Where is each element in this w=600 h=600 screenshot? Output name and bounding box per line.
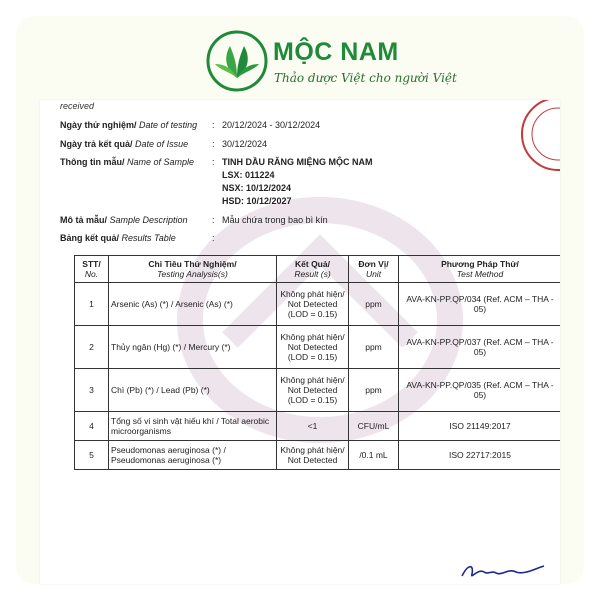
results-table [74, 255, 560, 470]
cell-analysis: Pseudomonas aeruginosa (*) / Pseudomonas aeruginosa (*) [109, 441, 277, 470]
cell-result: Không phát hiện/ Not Detected (LOD = 0.15) [277, 326, 349, 369]
field-colon: : [212, 139, 215, 149]
cell-no: 3 [75, 369, 109, 412]
table-header-row [75, 256, 561, 283]
table-row [75, 326, 561, 369]
field-label-en: Date of Issue [135, 139, 189, 149]
cell-unit: ppm [349, 369, 399, 412]
cell-unit: ppm [349, 326, 399, 369]
field-name-of-sample [60, 157, 373, 167]
field-value: 30/12/2024 [222, 139, 268, 149]
header-cell: Đơn Vị/ Unit [349, 256, 399, 283]
table-row [75, 412, 561, 441]
field-value: Mẫu chứa trong bao bì kín [222, 215, 328, 225]
field-label-en: Results Table [121, 233, 176, 243]
header-cell: Chỉ Tiêu Thử Nghiệm/ Testing Analysis(s) [109, 256, 277, 283]
field-label-en: Name of Sample [127, 157, 195, 167]
cell-unit: ppm [349, 283, 399, 326]
field-label-vi: Ngày thử nghiệm/ [60, 120, 137, 130]
field-sample-description [60, 215, 328, 225]
brand-header [0, 16, 600, 96]
field-label-vi: Ngày trả kết quả/ [60, 139, 133, 149]
cell-no: 2 [75, 326, 109, 369]
field-colon: : [212, 215, 215, 225]
field-label-en: Date of testing [139, 120, 198, 130]
header-cell: Kết Quả/ Result (s) [277, 256, 349, 283]
field-colon: : [212, 233, 215, 243]
cell-no: 4 [75, 412, 109, 441]
header-cell: Phương Pháp Thử/ Test Method [399, 256, 561, 283]
cell-result: Không phát hiện/ Not Detected (LOD = 0.15) [277, 369, 349, 412]
cell-unit: /0.1 mL [349, 441, 399, 470]
signature-icon [458, 560, 548, 582]
table-row [75, 283, 561, 326]
test-certificate [40, 100, 560, 584]
brand-name: MỘC NAM [273, 38, 399, 66]
lot-line: HSD: 10/12/2027 [222, 196, 292, 206]
cell-method: ISO 21149:2017 [399, 412, 561, 441]
field-colon: : [212, 157, 215, 167]
received-text: received [60, 101, 95, 111]
cell-method: AVA-KN-PP.QP/035 (Ref. ACM – THA - 05) [399, 369, 561, 412]
field-label-vi: Mô tả mẫu/ [60, 215, 108, 225]
cell-analysis: Chì (Pb) (*) / Lead (Pb) (*) [109, 369, 277, 412]
stamp-seal-icon [518, 100, 560, 174]
cell-result: Không phát hiện/ Not Detected [277, 441, 349, 470]
cell-no: 1 [75, 283, 109, 326]
cell-method: ISO 22717:2015 [399, 441, 561, 470]
cell-result: <1 [277, 412, 349, 441]
table-row [75, 369, 561, 412]
field-label-en: Sample Description [109, 215, 188, 225]
cell-method: AVA-KN-PP.QP/037 (Ref. ACM – THA - 05) [399, 326, 561, 369]
field-date-of-testing [60, 120, 321, 130]
cell-analysis: Arsenic (As) (*) / Arsenic (As) (*) [109, 283, 277, 326]
field-label-vi: Thông tin mẫu/ [60, 157, 125, 167]
table-row [75, 441, 561, 470]
lot-line: NSX: 10/12/2024 [222, 183, 292, 193]
leaf-logo-icon [206, 30, 268, 92]
brand-slogan: Thảo dược Việt cho người Việt [274, 71, 457, 85]
cell-result: Không phát hiện/ Not Detected (LOD = 0.15) [277, 283, 349, 326]
cell-unit: CFU/mL [349, 412, 399, 441]
cell-analysis: Thủy ngân (Hg) (*) / Mercury (*) [109, 326, 277, 369]
cell-method: AVA-KN-PP.QP/034 (Ref. ACM – THA - 05) [399, 283, 561, 326]
field-date-of-issue [60, 139, 268, 149]
field-value: TINH DẦU RĂNG MIỆNG MỘC NAM [222, 157, 373, 167]
lot-line: LSX: 011224 [222, 170, 275, 180]
cell-analysis: Tổng số vi sinh vật hiếu khí / Total aerobic microorganisms [109, 412, 277, 441]
header-cell: STT/ No. [75, 256, 109, 283]
field-results-table [60, 233, 215, 243]
cell-no: 5 [75, 441, 109, 470]
field-label-vi: Bảng kết quả/ [60, 233, 120, 243]
field-colon: : [212, 120, 215, 130]
field-value: 20/12/2024 - 30/12/2024 [222, 120, 321, 130]
